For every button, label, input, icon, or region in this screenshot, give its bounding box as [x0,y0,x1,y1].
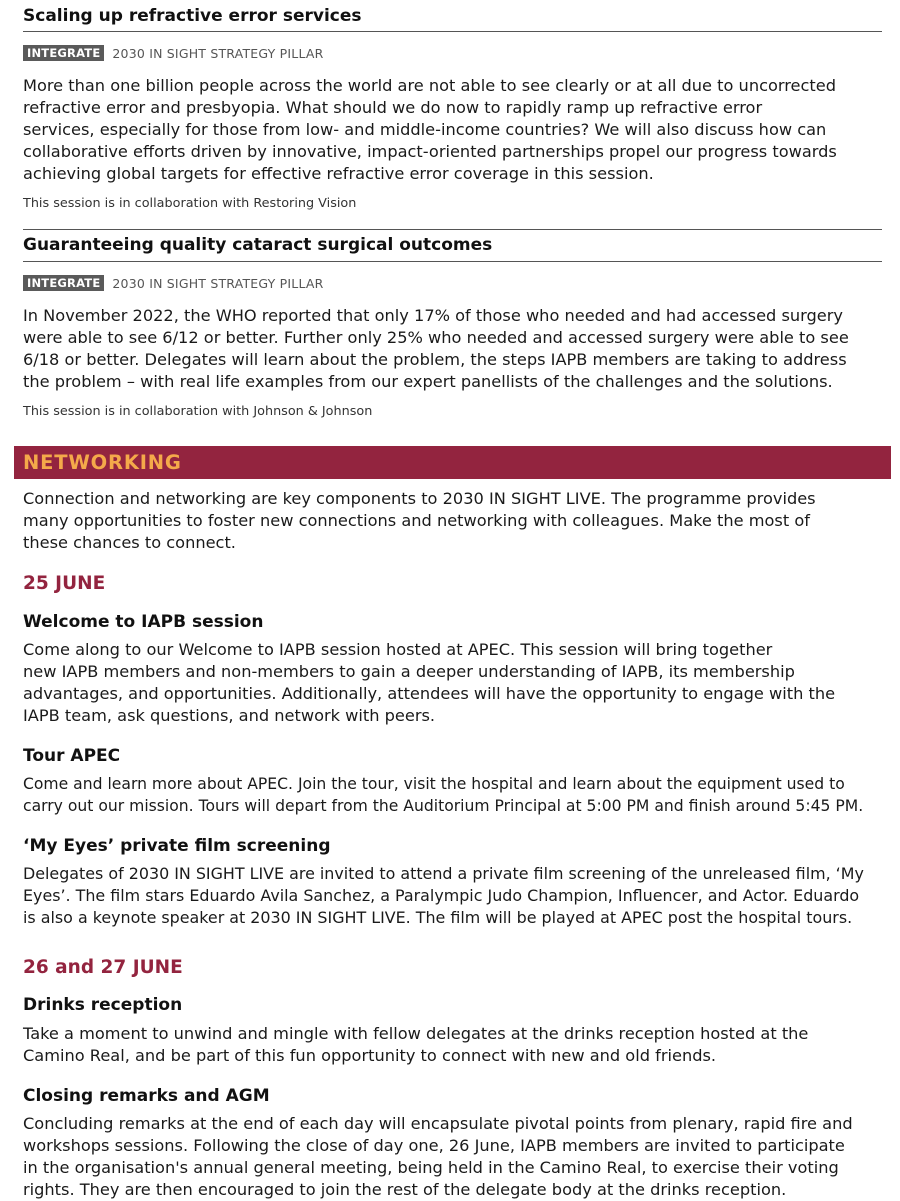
event-description [23,863,882,929]
text-line: Take a moment to unwind and mingle with fellow delegates at the drinks reception hosted at the [23,1024,809,1043]
text-line: new IAPB members and non-members to gain a deeper understanding of IAPB, its membership [23,662,795,681]
text-line: Come and learn more about APEC. Join the tour, visit the hospital and learn about the equipment used to [23,775,845,793]
text-line: in the organisation's annual general meeting, being held in the Camino Real, to exercise their voting [23,1158,839,1177]
collaboration-note: This session is in collaboration with Johnson & Johnson [23,404,373,419]
event-title: Closing remarks and AGM [23,1086,270,1106]
text-line: workshops sessions. Following the close of day one, 26 June, IAPB members are invited to participate [23,1136,845,1155]
text-line: many opportunities to foster new connections and networking with colleagues. Make the most of [23,511,810,530]
event-title: Tour APEC [23,746,121,766]
text-line: Connection and networking are key components to 2030 IN SIGHT LIVE. The programme provides [23,489,816,508]
text-line: were able to see 6/12 or better. Further only 25% who needed and accessed surgery were able to see [23,328,849,347]
event-title: Drinks reception [23,995,183,1015]
text-line: In November 2022, the WHO reported that only 17% of those who needed and had accessed surgery [23,306,843,325]
day-heading: 26 and 27 JUNE [23,957,183,978]
divider [23,229,882,230]
event-description [23,639,882,727]
text-line: carry out our mission. Tours will depart from the Auditorium Principal at 5:00 PM and finish around 5:45 PM. [23,797,864,815]
networking-intro [23,488,882,554]
pillar-tag: INTEGRATE [23,275,104,291]
event-title: ‘My Eyes’ private film screening [23,836,331,856]
day-heading: 25 JUNE [23,573,106,594]
text-line: Delegates of 2030 IN SIGHT LIVE are invited to attend a private film screening of the unreleased film, ‘My [23,864,864,883]
text-line: Camino Real, and be part of this fun opportunity to connect with new and old friends. [23,1046,717,1065]
divider [23,31,882,32]
divider [23,261,882,262]
text-line: Eyes’. The film stars Eduardo Avila Sanchez, a Paralympic Judo Champion, Influencer, and Actor. Eduardo [23,886,860,905]
tag-row [23,44,882,62]
session-description [23,75,882,185]
session-title: Scaling up refractive error services [23,6,362,26]
session-description [23,305,882,393]
pillar-label: 2030 IN SIGHT STRATEGY PILLAR [112,275,324,291]
event-description [23,1113,882,1201]
text-line: these chances to connect. [23,533,236,552]
text-line: collaborative efforts driven by innovative, impact-oriented partnerships propel our progress towards [23,142,837,161]
text-line: services, especially for those from low- and middle-income countries? We will also discuss how can [23,120,827,139]
text-line: IAPB team, ask questions, and network with peers. [23,706,436,725]
pillar-tag: INTEGRATE [23,45,104,61]
text-line: refractive error and presbyopia. What should we do now to rapidly ramp up refractive error [23,98,763,117]
text-line: 6/18 or better. Delegates will learn about the problem, the steps IAPB members are taking to address [23,350,847,369]
pillar-label: 2030 IN SIGHT STRATEGY PILLAR [112,45,324,61]
session-block [23,234,882,256]
text-line: achieving global targets for effective refractive error coverage in this session. [23,164,654,183]
tag-row [23,274,882,292]
text-line: the problem – with real life examples from our expert panellists of the challenges and the solutions. [23,372,833,391]
section-heading: NETWORKING [23,451,182,474]
event-description [23,1023,882,1067]
event-title: Welcome to IAPB session [23,612,264,632]
session-title: Guaranteeing quality cataract surgical outcomes [23,235,493,255]
text-line: rights. They are then encouraged to join the rest of the delegate body at the drinks reception. [23,1180,787,1199]
event-description [23,773,882,817]
text-line: More than one billion people across the world are not able to see clearly or at all due to uncorrected [23,76,836,95]
text-line: Come along to our Welcome to IAPB session hosted at APEC. This session will bring together [23,640,773,659]
section-banner [14,446,891,479]
session-block [23,5,882,27]
text-line: advantages, and opportunities. Additionally, attendees will have the opportunity to engage with the [23,684,836,703]
collaboration-note: This session is in collaboration with Restoring Vision [23,196,357,211]
text-line: is also a keynote speaker at 2030 IN SIGHT LIVE. The film will be played at APEC post the hospital tours. [23,908,853,927]
text-line: Concluding remarks at the end of each day will encapsulate pivotal points from plenary, rapid fire and [23,1114,853,1133]
